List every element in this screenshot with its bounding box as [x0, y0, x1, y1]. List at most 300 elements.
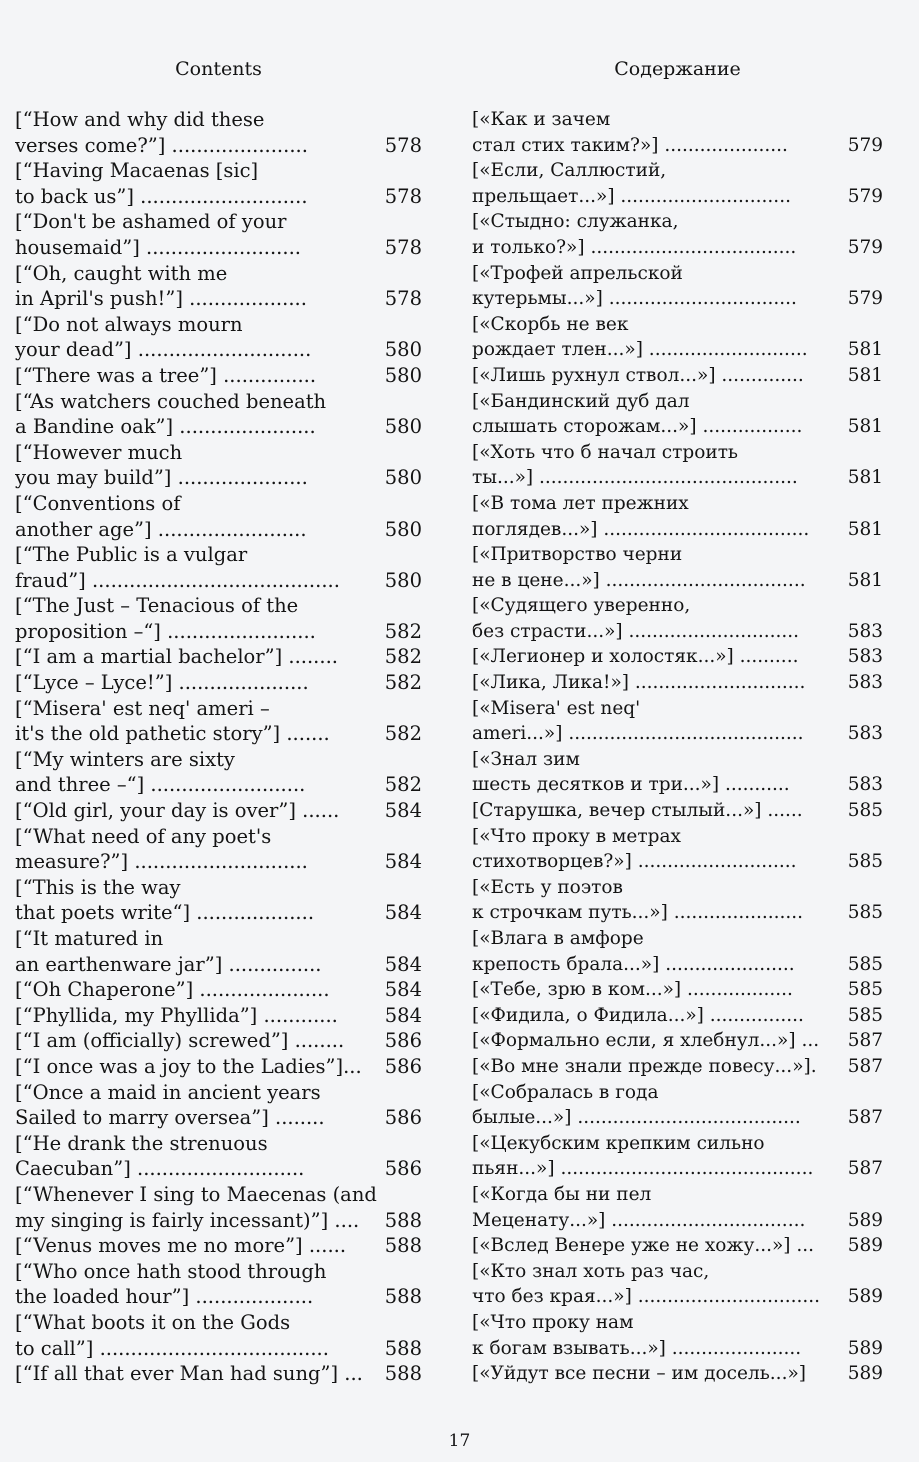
toc-entry-line	[15, 1080, 422, 1106]
toc-entry-page: 581	[845, 465, 883, 491]
toc-entry-title: Sailed to marry oversea”] ........	[15, 1106, 325, 1130]
toc-entry-line	[472, 926, 883, 952]
toc-entry-last-line	[15, 721, 422, 747]
toc-entry-page: 580	[382, 517, 422, 543]
toc-entry-title: [“I am (officially) screwed”] ........	[15, 1029, 345, 1053]
toc-entry-page: 579	[845, 133, 883, 159]
toc-entry-title: [«Уйдут все песни – им досель...»]	[472, 1363, 806, 1385]
toc-entry-line	[472, 1259, 883, 1285]
toc-entry-line	[472, 1080, 883, 1106]
toc-entry-line	[15, 491, 422, 517]
toc-entry-line	[15, 542, 422, 568]
toc-entry-title: [«Есть у поэтов	[472, 876, 623, 898]
toc-entry-title: my singing is fairly incessant)”] ....	[15, 1208, 360, 1232]
toc-entry-page: 581	[845, 363, 883, 389]
toc-entry-last-line	[472, 849, 883, 875]
toc-entry-last-line	[15, 772, 422, 798]
toc-entry-title: [Старушка, вечер стылый...»] ......	[472, 800, 803, 822]
toc-entry-title: your dead”] ............................	[15, 338, 312, 362]
toc-entry-last-line	[472, 235, 883, 261]
toc-entry-page: 581	[845, 414, 883, 440]
toc-entry[interactable]	[15, 363, 422, 389]
toc-entry-title: the loaded hour”] ...................	[15, 1285, 314, 1309]
toc-entry-page: 588	[382, 1361, 422, 1387]
toc-entry-last-line	[15, 1208, 422, 1234]
toc-entry-title: verses come?”] ......................	[15, 133, 308, 157]
toc-entry-title: [«Misera' est neq'	[472, 697, 641, 719]
toc-entry[interactable]	[15, 542, 422, 593]
toc-entry[interactable]	[15, 1054, 422, 1080]
toc-entry-page: 582	[382, 772, 422, 798]
toc-entry-last-line	[472, 952, 883, 978]
toc-entry[interactable]	[15, 926, 422, 977]
toc-entry-title: ameri...»] ........................................	[472, 723, 804, 745]
toc-entry-page: 580	[382, 337, 422, 363]
toc-entry-title: [«Кто знал хоть раз час,	[472, 1260, 710, 1282]
toc-entry-last-line	[15, 184, 422, 210]
toc-entry[interactable]	[472, 1131, 883, 1182]
toc-entry-last-line	[15, 849, 422, 875]
toc-entry-last-line	[472, 1233, 883, 1259]
toc-entry-title: [“It matured in	[15, 927, 164, 950]
toc-entry-page: 585	[845, 952, 883, 978]
toc-entry[interactable]	[472, 747, 883, 798]
toc-entry-page: 586	[382, 1028, 422, 1054]
toc-entry-page: 582	[382, 619, 422, 645]
toc-entry-line	[472, 209, 883, 235]
toc-entry-page: 580	[382, 465, 422, 491]
toc-entry-page: 588	[382, 1284, 422, 1310]
toc-entry-title: fraud”] ........................................	[15, 568, 340, 592]
toc-entry-last-line	[15, 977, 422, 1003]
toc-entry-title: [«Судящего уверенно,	[472, 595, 691, 617]
toc-entry-title: [«Что проку в метрах	[472, 825, 681, 847]
toc-entry-title: [“Don't be ashamed of your	[15, 210, 287, 234]
toc-entry[interactable]	[15, 824, 422, 875]
toc-entry-title: a Bandine oak”] ......................	[15, 415, 316, 439]
toc-entry[interactable]	[472, 1361, 883, 1387]
toc-entry-page: 585	[845, 798, 883, 824]
toc-entry-page: 584	[382, 798, 422, 824]
toc-entry-line	[472, 542, 883, 568]
toc-entry-last-line	[15, 1028, 422, 1054]
toc-entry-title: [«Цекубским крепким сильно	[472, 1132, 765, 1154]
toc-entry-title: housemaid”] .........................	[15, 235, 301, 259]
toc-entry[interactable]	[472, 1054, 883, 1080]
toc-entry-page: 579	[845, 286, 883, 312]
toc-entry-last-line	[15, 133, 422, 159]
toc-entry[interactable]	[472, 926, 883, 977]
toc-entry-title: [«Бандинский дуб дал	[472, 390, 690, 412]
toc-entry[interactable]	[15, 1131, 422, 1182]
toc-entry-page: 584	[382, 952, 422, 978]
toc-entry-last-line	[472, 1336, 883, 1362]
toc-entry-line	[15, 1310, 422, 1336]
toc-entry-title: не в цене...»] ..................................	[472, 569, 806, 591]
toc-entry-line	[15, 209, 422, 235]
toc-entry-title: to call”] .....................................	[15, 1336, 329, 1360]
toc-entry-last-line	[15, 414, 422, 440]
toc-entry-title: [“Phyllida, my Phyllida”] ............	[15, 1003, 338, 1027]
toc-entry-page: 586	[382, 1156, 422, 1182]
toc-entry[interactable]	[15, 977, 422, 1003]
toc-entry-title: [“Lyce – Lyce!”] .....................	[15, 671, 309, 695]
toc-entry-line	[472, 696, 883, 722]
toc-entry[interactable]	[472, 670, 883, 696]
toc-entry-line	[472, 1182, 883, 1208]
toc-entry[interactable]	[15, 440, 422, 491]
toc-entry-page: 579	[845, 184, 883, 210]
toc-entry-page: 584	[382, 849, 422, 875]
entry-list	[15, 107, 422, 1387]
toc-entry-line	[15, 312, 422, 338]
toc-entry-title: [«Собралась в года	[472, 1081, 659, 1103]
toc-entry-line	[15, 1259, 422, 1285]
toc-entry-line	[472, 747, 883, 773]
toc-entry-title: к богам взывать...»] ......................	[472, 1337, 802, 1359]
toc-entry-page: 583	[845, 721, 883, 747]
toc-entry-line	[472, 1131, 883, 1157]
toc-entry-line	[15, 107, 422, 133]
toc-entry-title: поглядев...»] ...................................	[472, 518, 810, 540]
toc-entry-title: to back us”] ...........................	[15, 184, 308, 208]
toc-entry-title: что без края...»] ...............................	[472, 1286, 821, 1308]
toc-entry-page: 580	[382, 414, 422, 440]
toc-entry-title: measure?”] ............................	[15, 850, 308, 874]
toc-entry-page: 588	[382, 1336, 422, 1362]
toc-entry[interactable]	[472, 542, 883, 593]
toc-entry-title: [“Whenever I sing to Maecenas (and	[15, 1182, 377, 1206]
entry-list-russian	[472, 107, 883, 1387]
toc-entry-title: [«Легионер и холостяк...»] ..........	[472, 646, 799, 668]
toc-entry-title: [“Once a maid in ancient years	[15, 1080, 321, 1104]
toc-entry-last-line	[472, 133, 883, 159]
toc-entry[interactable]	[472, 1182, 883, 1233]
toc-entry-page: 586	[382, 1105, 422, 1131]
toc-entry-page: 586	[382, 1054, 422, 1080]
toc-entry-line	[15, 261, 422, 287]
toc-entry-title: Меценату...»] .................................	[472, 1209, 806, 1231]
toc-entry-last-line	[472, 568, 883, 594]
toc-entry-title: [«Влага в амфоре	[472, 928, 644, 949]
toc-entry[interactable]	[15, 1028, 422, 1054]
toc-entry-last-line	[15, 1336, 422, 1362]
toc-entry-last-line	[15, 1003, 422, 1029]
toc-entry-page: 579	[845, 235, 883, 261]
toc-entry-title: another age”] ........................	[15, 517, 307, 541]
toc-entry-title: [«Что проку нам	[472, 1311, 634, 1333]
toc-entry-title: и только?»] ...................................	[472, 236, 797, 258]
toc-entry[interactable]	[472, 107, 883, 158]
toc-entry-page: 583	[845, 619, 883, 645]
toc-entry-title: [«Стыдно: служанка,	[472, 211, 679, 233]
toc-entry-title: [“Oh, caught with me	[15, 261, 228, 285]
toc-entry-title: proposition –“] ........................	[15, 619, 316, 643]
toc-entry-last-line	[472, 772, 883, 798]
toc-entry[interactable]	[15, 312, 422, 363]
toc-entry[interactable]	[15, 389, 422, 440]
toc-entry-title: стихотворцев?»] ...........................	[472, 851, 797, 873]
toc-entry-last-line	[472, 465, 883, 491]
toc-entry-title: [“What boots it on the Gods	[15, 1310, 291, 1334]
toc-entry-title: ты...»] ............................................	[472, 467, 798, 489]
toc-entry-title: [«Тебе, зрю в ком...»] ..................	[472, 979, 793, 1001]
toc-entry-page: 587	[845, 1105, 883, 1131]
toc-entry-title: you may build”] .....................	[15, 466, 308, 490]
toc-entry[interactable]	[15, 644, 422, 670]
toc-entry-title: [«Знал зим	[472, 748, 580, 770]
toc-entry-page: 585	[845, 849, 883, 875]
toc-entry-title: [“Do not always mourn	[15, 312, 243, 336]
toc-entry-title: [«Формально если, я хлебнул...»] ...	[472, 1030, 820, 1052]
toc-entry-last-line	[472, 721, 883, 747]
toc-entry[interactable]	[472, 261, 883, 312]
toc-entry-last-line	[472, 644, 883, 670]
toc-entry-title: [“As watchers couched beneath	[15, 389, 327, 413]
toc-entry[interactable]	[472, 824, 883, 875]
toc-entry[interactable]	[15, 158, 422, 209]
toc-entry-last-line	[15, 670, 422, 696]
toc-entry-title: [“This is the way	[15, 875, 181, 899]
toc-entry[interactable]	[472, 363, 883, 389]
toc-entry-page: 581	[845, 568, 883, 594]
toc-entry-title: стал стих таким?»] .....................	[472, 134, 788, 156]
toc-entry-last-line	[472, 363, 883, 389]
toc-entry-line	[472, 824, 883, 850]
toc-entry-page: 589	[845, 1361, 883, 1387]
toc-entry-last-line	[15, 1105, 422, 1131]
toc-entry[interactable]	[472, 798, 883, 824]
toc-entry-page: 585	[845, 900, 883, 926]
toc-entry[interactable]	[15, 1233, 422, 1259]
toc-entry[interactable]	[15, 593, 422, 644]
contents-column-russian	[472, 56, 883, 1387]
toc-entry-line	[15, 389, 422, 415]
toc-entry-last-line	[15, 465, 422, 491]
toc-entry[interactable]	[472, 209, 883, 260]
toc-entry[interactable]	[15, 1182, 422, 1233]
toc-entry-page: 587	[845, 1028, 883, 1054]
toc-entry-page: 585	[845, 977, 883, 1003]
toc-entry-title: [“If all that ever Man had sung”] ...	[15, 1362, 363, 1386]
toc-entry-line	[15, 747, 422, 773]
toc-entry[interactable]	[472, 1259, 883, 1310]
toc-entry-last-line	[472, 619, 883, 645]
toc-entry-page: 584	[382, 900, 422, 926]
page-number: 17	[448, 1431, 471, 1451]
toc-entry-title: [“My winters are sixty	[15, 747, 235, 771]
toc-entry-title: [«Если, Саллюстий,	[472, 160, 667, 182]
toc-entry[interactable]	[15, 209, 422, 260]
toc-entry-title: слышать сторожам...»] .................	[472, 416, 803, 438]
toc-entry-title: к строчкам путь...»] ......................	[472, 902, 804, 924]
contents-heading: Contents	[175, 58, 262, 80]
toc-entry-last-line	[15, 952, 422, 978]
toc-entry-last-line	[15, 644, 422, 670]
toc-entry-last-line	[15, 1284, 422, 1310]
contents-column-english	[15, 56, 422, 1387]
toc-entry-last-line	[472, 1361, 883, 1387]
toc-entry-line	[472, 312, 883, 338]
toc-entry-title: [«Хоть что б начал строить	[472, 441, 739, 463]
contents-heading-russian: Содержание	[614, 58, 741, 80]
toc-entry-line	[15, 926, 422, 952]
toc-entry-page: 582	[382, 721, 422, 747]
toc-entry[interactable]	[472, 312, 883, 363]
toc-entry-page: 585	[845, 1003, 883, 1029]
toc-entry-page: 584	[382, 1003, 422, 1029]
toc-entry-page: 584	[382, 977, 422, 1003]
toc-entry-last-line	[472, 184, 883, 210]
toc-entry-last-line	[472, 900, 883, 926]
toc-entry[interactable]	[15, 1361, 422, 1387]
toc-entry[interactable]	[15, 1259, 422, 1310]
toc-entry-title: [“Misera' est neq' ameri –	[15, 696, 270, 720]
toc-entry-line	[472, 107, 883, 133]
toc-entry-title: былые...»] ......................................	[472, 1107, 801, 1129]
toc-entry[interactable]	[15, 1003, 422, 1029]
toc-entry-last-line	[472, 1028, 883, 1054]
toc-entry-title: [«В тома лет прежних	[472, 492, 689, 514]
toc-entry-last-line	[15, 568, 422, 594]
toc-entry-page: 589	[845, 1208, 883, 1234]
toc-entry[interactable]	[472, 696, 883, 747]
toc-entry-title: без страсти...»] .............................	[472, 620, 800, 642]
toc-entry-last-line	[15, 1156, 422, 1182]
toc-entry-page: 581	[845, 337, 883, 363]
toc-entry-last-line	[472, 517, 883, 543]
toc-entry[interactable]	[472, 1233, 883, 1259]
toc-entry-page: 578	[382, 133, 422, 159]
toc-entry[interactable]	[15, 261, 422, 312]
toc-entry-title: [«Во мне знали прежде повесу...»].	[472, 1055, 817, 1077]
toc-entry-title: [“Having Macaenas [sic]	[15, 159, 259, 183]
toc-entry-last-line	[472, 337, 883, 363]
toc-entry-title: шесть десятков и три...»] ...........	[472, 774, 790, 796]
toc-entry-last-line	[472, 1156, 883, 1182]
toc-entry-last-line	[15, 900, 422, 926]
toc-entry-title: [«Фидила, о Фидила...»] ................	[472, 1004, 804, 1026]
toc-entry-page: 587	[845, 1156, 883, 1182]
toc-entry-page: 588	[382, 1208, 422, 1234]
toc-entry[interactable]	[472, 440, 883, 491]
toc-entry-last-line	[472, 1284, 883, 1310]
toc-entry-last-line	[472, 286, 883, 312]
toc-entry-last-line	[472, 798, 883, 824]
toc-entry-last-line	[15, 1361, 422, 1387]
toc-entry-title: it's the old pathetic story”] .......	[15, 722, 330, 746]
toc-entry-title: [“He drank the strenuous	[15, 1131, 268, 1155]
toc-entry[interactable]	[15, 670, 422, 696]
toc-entry-last-line	[15, 363, 422, 389]
toc-entry[interactable]	[15, 798, 422, 824]
toc-entry-page: 578	[382, 286, 422, 312]
toc-entry-last-line	[472, 977, 883, 1003]
toc-entry-title: [“I am a martial bachelor”] ........	[15, 645, 338, 669]
toc-entry[interactable]	[15, 1310, 422, 1361]
toc-entry-line	[15, 875, 422, 901]
toc-entry-title: [“I once was a joy to the Ladies”]...	[15, 1054, 362, 1078]
toc-entry-page: 589	[845, 1233, 883, 1259]
toc-entry-page: 582	[382, 670, 422, 696]
toc-entry[interactable]	[15, 747, 422, 798]
toc-entry-title: [«Скорбь не век	[472, 313, 629, 335]
toc-entry[interactable]	[15, 491, 422, 542]
toc-entry-last-line	[15, 1233, 422, 1259]
toc-entry[interactable]	[472, 158, 883, 209]
toc-entry-page: 578	[382, 184, 422, 210]
toc-entry-last-line	[472, 1054, 883, 1080]
toc-entry-line	[15, 1131, 422, 1157]
toc-entry-page: 583	[845, 772, 883, 798]
toc-entry-title: [“Who once hath stood through	[15, 1259, 327, 1283]
toc-entry[interactable]	[15, 1080, 422, 1131]
toc-entry-title: крепость брала...»] ......................	[472, 953, 795, 975]
toc-entry-line	[472, 440, 883, 466]
toc-entry-line	[472, 875, 883, 901]
toc-entry-line	[472, 389, 883, 415]
toc-entry-title: [“However much	[15, 440, 183, 464]
toc-entry-page: 578	[382, 235, 422, 261]
toc-entry[interactable]	[472, 644, 883, 670]
toc-entry[interactable]	[472, 1310, 883, 1361]
toc-entry[interactable]	[472, 875, 883, 926]
toc-entry-title: [“What need of any poet's	[15, 824, 272, 848]
toc-entry-page: 580	[382, 363, 422, 389]
toc-entry[interactable]	[472, 491, 883, 542]
toc-entry-line	[472, 261, 883, 287]
toc-entry-line	[472, 158, 883, 184]
toc-entry-title: [«Лика, Лика!»] .............................	[472, 672, 806, 694]
toc-entry-title: [«Притворство черни	[472, 544, 683, 566]
toc-entry-page: 583	[845, 644, 883, 670]
toc-entry-title: [“The Just – Tenacious of the	[15, 594, 299, 618]
toc-entry[interactable]	[472, 593, 883, 644]
toc-entry-title: [«Вслед Венере уже не хожу...»] ...	[472, 1235, 815, 1257]
toc-entry-title: in April's push!”] ...................	[15, 287, 307, 311]
toc-entry-title: [“How and why did these	[15, 108, 265, 131]
toc-entry-title: кутерьмы...»] ................................	[472, 288, 797, 310]
toc-entry[interactable]	[15, 696, 422, 747]
toc-entry[interactable]	[472, 1003, 883, 1029]
toc-entry-title: that poets write“] ...................	[15, 901, 315, 925]
toc-entry-last-line	[472, 670, 883, 696]
toc-entry-title: and three –“] .........................	[15, 773, 306, 797]
toc-entry-page: 587	[845, 1054, 883, 1080]
toc-entry[interactable]	[472, 389, 883, 440]
toc-entry-title: [«Когда бы ни пел	[472, 1183, 652, 1205]
toc-entry-title: [«Как и зачем	[472, 109, 611, 130]
toc-entry-line	[15, 593, 422, 619]
toc-entry-last-line	[472, 1208, 883, 1234]
toc-entry[interactable]	[472, 1028, 883, 1054]
toc-entry-last-line	[15, 619, 422, 645]
toc-entry[interactable]	[472, 977, 883, 1003]
toc-entry-last-line	[15, 235, 422, 261]
toc-entry-title: [“Old girl, your day is over”] ......	[15, 799, 340, 823]
toc-entry-page: 580	[382, 568, 422, 594]
toc-entry-line	[15, 1182, 422, 1208]
toc-entry-last-line	[15, 286, 422, 312]
toc-entry-last-line	[472, 414, 883, 440]
toc-entry[interactable]	[15, 107, 422, 158]
toc-entry-title: пьян...»] ...........................................	[472, 1158, 814, 1180]
toc-entry[interactable]	[15, 875, 422, 926]
toc-entry-line	[15, 440, 422, 466]
toc-entry-last-line	[15, 337, 422, 363]
toc-entry[interactable]	[472, 1080, 883, 1131]
toc-entry-title: Caecuban”] ...........................	[15, 1157, 305, 1181]
